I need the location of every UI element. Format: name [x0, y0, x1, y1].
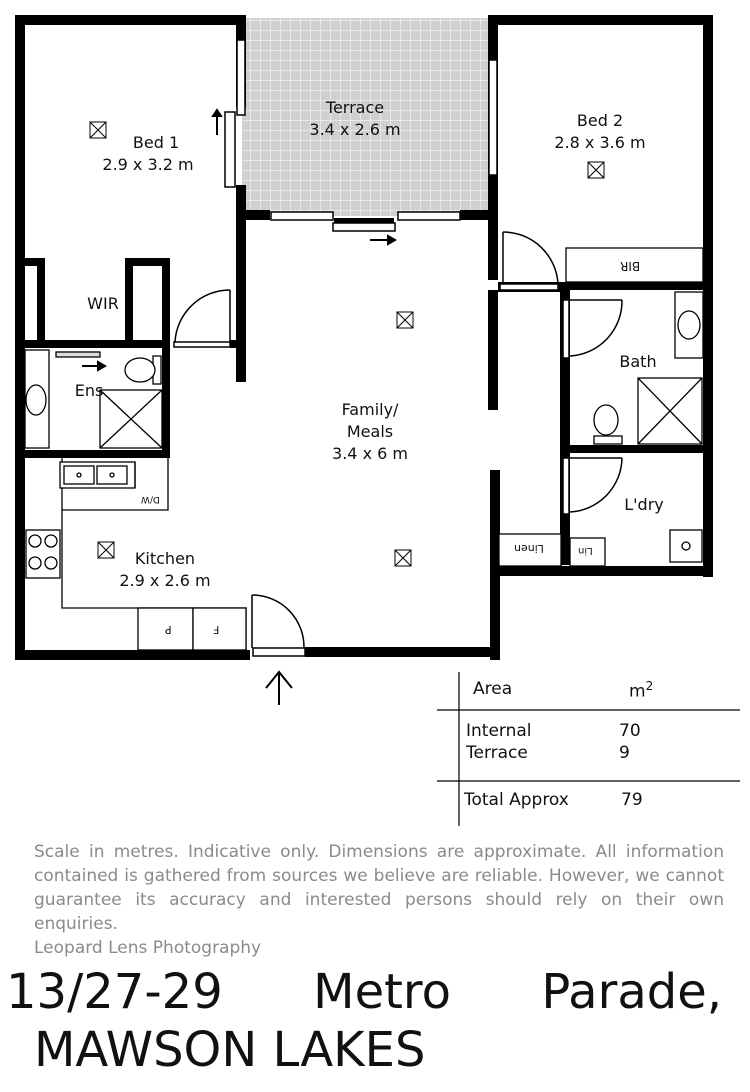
total-label: Total Approx	[464, 790, 569, 810]
laundry-label: L'dry	[624, 495, 664, 514]
dw-label: D/W	[141, 494, 160, 504]
fridge-label: F	[213, 623, 220, 636]
family-label: Family/ Meals 3.4 x 6 m	[332, 400, 408, 463]
ens-label: Ens	[74, 381, 104, 400]
area-unit: $m^2$	[629, 679, 654, 702]
total-value: 79	[621, 790, 643, 810]
pantry-label: P	[165, 623, 172, 636]
bed1-label: Bed 1 2.9 x 3.2 m	[83, 132, 213, 176]
terrace-label: Terrace 3.4 x 2.6 m	[309, 98, 401, 139]
disclaimer	[34, 840, 724, 960]
lin-label: Lin	[578, 545, 593, 556]
terrace-area-label: Terrace	[466, 743, 528, 763]
wir-label: WIR	[87, 294, 119, 313]
photo-credit: Leopard Lens Photography	[34, 938, 262, 958]
internal-label: Internal	[466, 721, 532, 741]
linen-label: Linen	[514, 542, 544, 555]
area-header: Area	[473, 679, 513, 699]
bed2-label: Bed 2 2.8 x 3.6 m	[554, 111, 646, 152]
address-line-2: MAWSON LAKES	[34, 1022, 426, 1078]
internal-value: 70	[619, 721, 641, 741]
bath-label: Bath	[619, 352, 657, 371]
terrace-area-value: 9	[619, 743, 630, 763]
entry-arrow-icon	[266, 672, 292, 705]
kitchen-label: Kitchen 2.9 x 2.6 m	[119, 549, 211, 590]
bed1-name: Bed 1	[132, 133, 180, 152]
disclaimer-text: Scale in metres. Indicative only. Dimensions are approximate. All information contained is gathered from sources we believe are reliable. However, we cannot guarantee its accuracy and interested persons should rely on their own enquiries.	[34, 842, 724, 934]
address-line-1: 13/27-29 Metro Parade,	[6, 964, 722, 1020]
bir-label: BIR	[620, 259, 641, 273]
